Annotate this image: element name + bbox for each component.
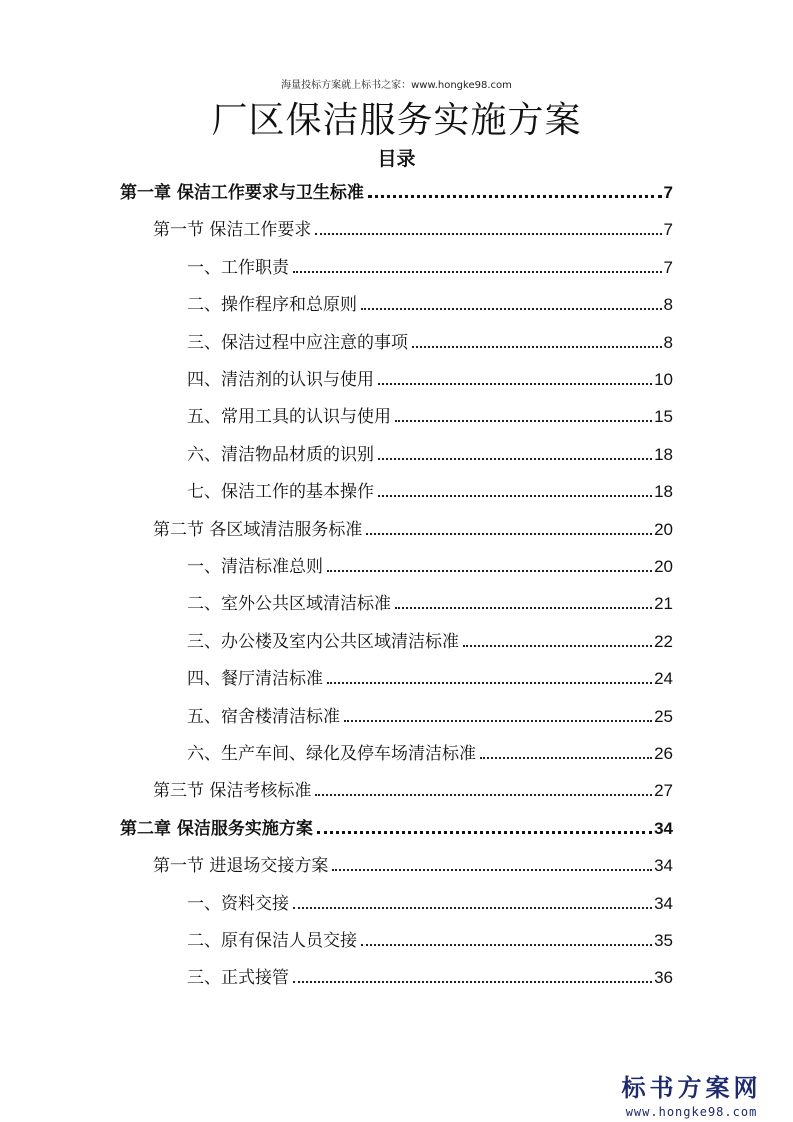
toc-leader-dots (317, 830, 652, 834)
header-note: 海量投标方案就上标书之家：www.hongke98.com (281, 80, 512, 91)
toc-entry-page: 24 (654, 669, 673, 689)
toc-entry-page: 35 (654, 931, 673, 950)
toc-heading: 目录 (377, 148, 416, 170)
toc-entry-label: 五、常用工具的认识与使用 (187, 407, 391, 428)
toc-entry-label: 五、宿舍楼清洁标准 (187, 706, 340, 727)
toc-entry-label: 第一节 进退场交接方案 (153, 856, 329, 877)
toc-entry-page: 34 (654, 818, 673, 838)
toc-leader-dots (293, 270, 662, 273)
toc-entry-label: 一、工作职责 (187, 257, 289, 278)
toc-entry-page: 7 (663, 257, 673, 277)
toc-entry-page: 21 (654, 594, 673, 614)
toc-leader-dots (344, 719, 652, 722)
toc-leader-dots (361, 943, 652, 946)
toc-leader-dots (366, 532, 652, 535)
toc-entry-label: 第二节 各区域清洁服务标准 (153, 519, 363, 540)
toc-entry-label: 三、正式接管 (187, 968, 289, 989)
toc-entry[interactable] (187, 739, 673, 769)
toc-entry[interactable] (153, 776, 673, 806)
toc-entry[interactable] (187, 926, 673, 956)
toc-entry-page: 8 (663, 332, 673, 352)
toc-entry[interactable] (120, 814, 673, 844)
toc-leader-dots (395, 419, 652, 422)
toc-entry[interactable] (153, 215, 673, 245)
toc-entry-page: 22 (654, 631, 673, 651)
brand-url: www.hongke98.com (625, 1105, 758, 1119)
toc-leader-dots (327, 569, 652, 572)
toc-entry-page: 18 (654, 444, 673, 464)
toc-entry[interactable] (120, 178, 673, 208)
toc-entry-label: 七、保洁工作的基本操作 (187, 482, 374, 503)
toc-entry[interactable] (153, 851, 673, 881)
toc-entry[interactable] (187, 365, 673, 395)
toc-leader-dots (480, 756, 652, 759)
toc-leader-dots (378, 494, 652, 497)
toc-entry-label: 三、办公楼及室内公共区域清洁标准 (187, 631, 459, 652)
toc-leader-dots (332, 868, 652, 871)
toc-entry-label: 二、原有保洁人员交接 (187, 931, 357, 951)
toc-entry[interactable] (187, 440, 673, 470)
toc-entry-label: 三、保洁过程中应注意的事项 (187, 332, 408, 353)
toc-entry-page: 8 (663, 295, 673, 315)
toc-leader-dots (293, 906, 652, 909)
toc-entry-label: 第三节 保洁考核标准 (153, 781, 312, 802)
toc-leader-dots (412, 345, 662, 348)
toc-entry-page: 26 (654, 744, 673, 763)
toc-entry-page: 18 (654, 482, 673, 502)
toc-entry-label: 第一章 保洁工作要求与卫生标准 (120, 183, 364, 203)
toc-entry-page: 10 (654, 370, 673, 389)
toc-entry[interactable] (187, 889, 673, 919)
toc-entry-page: 20 (654, 519, 673, 539)
document-title: 厂区保洁服务实施方案 (211, 100, 582, 141)
toc-entry-label: 第一节 保洁工作要求 (153, 220, 312, 241)
toc-entry-page: 27 (654, 781, 673, 801)
toc-entry-page: 7 (663, 220, 673, 240)
toc-entry-label: 六、清洁物品材质的识别 (187, 444, 374, 465)
toc-leader-dots (378, 457, 652, 460)
toc-leader-dots (463, 644, 652, 647)
toc-leader-dots (368, 194, 662, 198)
toc-entry[interactable] (187, 290, 673, 320)
toc-entry-page: 34 (654, 893, 673, 913)
toc-entry-page: 25 (654, 706, 673, 726)
toc-entry-label: 六、生产车间、绿化及停车场清洁标准 (187, 744, 476, 764)
toc-entry[interactable] (187, 589, 673, 619)
toc-leader-dots (395, 606, 652, 609)
toc-leader-dots (315, 232, 661, 235)
toc-entry-label: 四、清洁剂的认识与使用 (187, 370, 374, 390)
toc-leader-dots (378, 382, 652, 385)
brand-watermark (604, 1068, 779, 1119)
toc-entry[interactable] (187, 477, 673, 507)
toc-entry-page: 15 (654, 407, 673, 427)
toc-entry[interactable] (187, 253, 673, 283)
toc-entry[interactable] (153, 515, 673, 545)
toc-entry[interactable] (187, 627, 673, 657)
toc-entry[interactable] (187, 402, 673, 432)
toc-entry[interactable] (187, 552, 673, 582)
brand-name: 标书方案网 (621, 1073, 762, 1102)
toc-entry-label: 二、操作程序和总原则 (187, 295, 357, 316)
toc-entry-label: 四、餐厅清洁标准 (187, 669, 323, 690)
toc-entry-page: 34 (654, 856, 673, 876)
toc-entry[interactable] (187, 664, 673, 694)
toc-entry[interactable] (187, 963, 673, 993)
toc-entry-label: 一、清洁标准总则 (187, 557, 323, 577)
toc-entry-label: 二、室外公共区域清洁标准 (187, 594, 391, 615)
toc-leader-dots (315, 793, 652, 796)
toc-leader-dots (293, 980, 652, 983)
toc-leader-dots (361, 307, 662, 310)
toc-entry[interactable] (187, 328, 673, 358)
toc-leader-dots (327, 681, 652, 684)
toc-entry-page: 20 (654, 557, 673, 576)
toc-entry-label: 第二章 保洁服务实施方案 (120, 818, 313, 839)
toc-entry-page: 7 (663, 183, 673, 202)
toc-entry-page: 36 (654, 968, 673, 988)
toc-entry[interactable] (187, 702, 673, 732)
toc-entry-label: 一、资料交接 (187, 893, 289, 914)
